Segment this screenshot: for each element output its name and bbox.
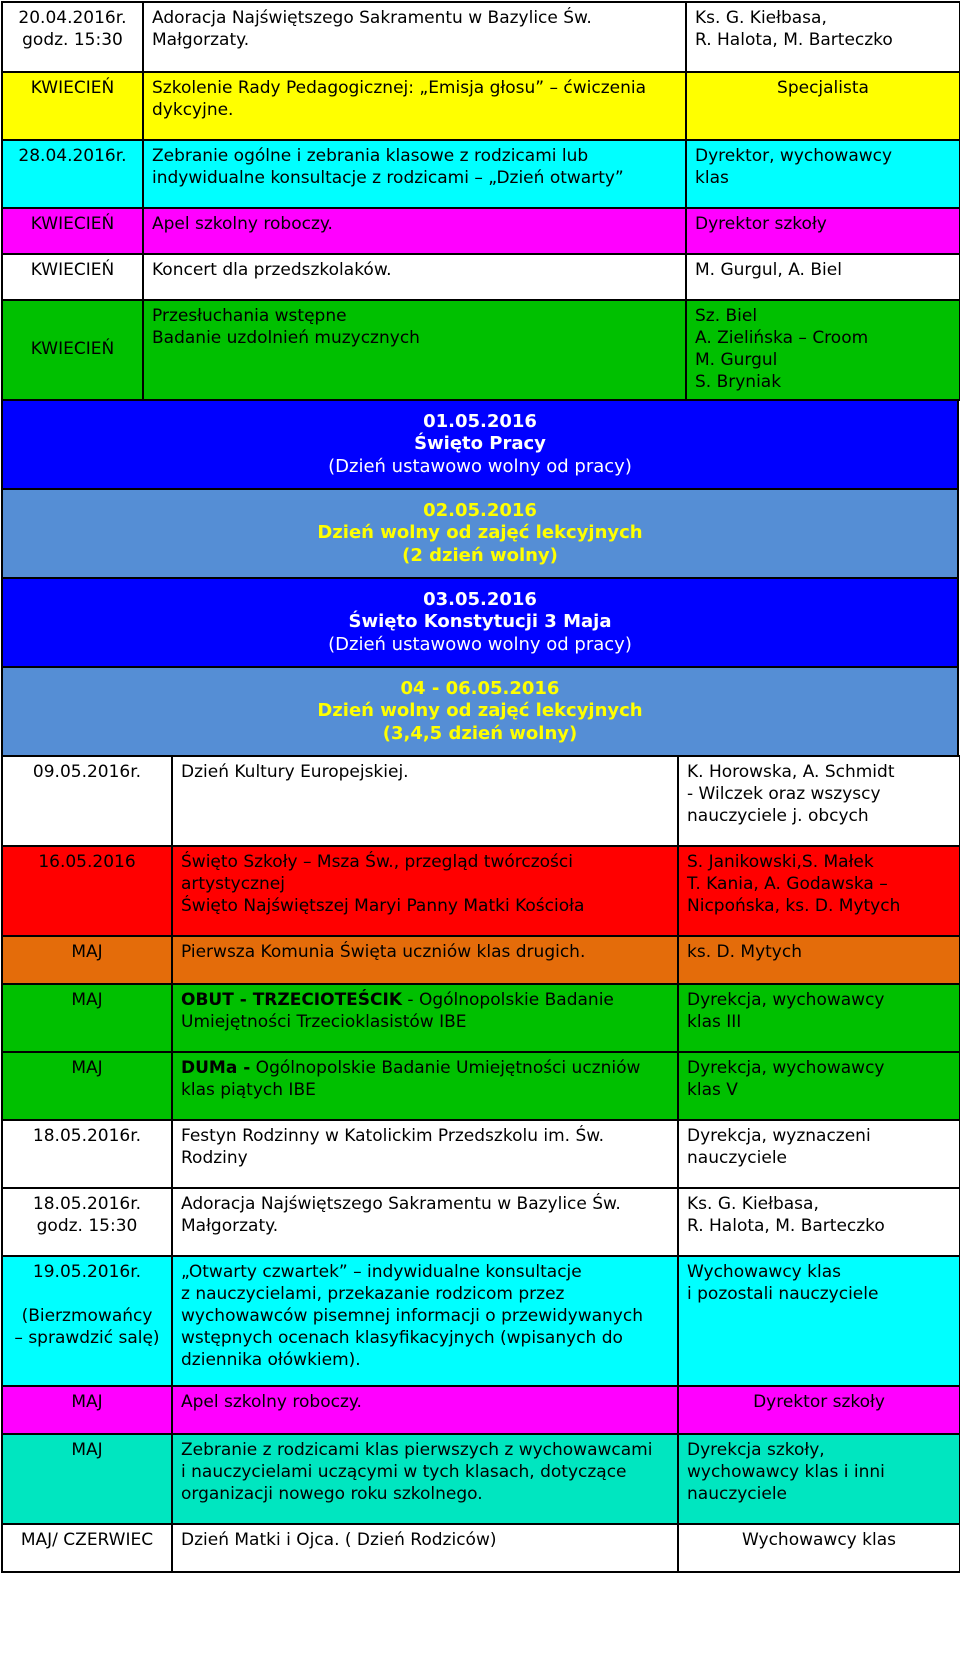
cell-line: godz. 15:30 xyxy=(36,1216,138,1236)
cell-line: Umiejętności Trzecioklasistów IBE xyxy=(181,1012,467,1032)
cell-line: Przesłuchania wstępne xyxy=(152,306,347,326)
cell-line: 18.05.2016r. xyxy=(32,1194,142,1214)
date-cell xyxy=(2,1524,172,1572)
cell-line: Dzień Matki i Ojca. ( Dzień Rodziców) xyxy=(181,1530,497,1550)
banner-note: (Dzień ustawowo wolny od pracy) xyxy=(328,633,632,655)
cell-line: 09.05.2016r. xyxy=(32,762,142,782)
cell-line: Adoracja Najświętszego Sakramentu w Bazylice Św. xyxy=(181,1194,621,1214)
event-bold-title: DUMa - xyxy=(181,1058,251,1078)
cell-line: organizacji nowego roku szkolnego. xyxy=(181,1484,483,1504)
banner-note: (3,4,5 dzień wolny) xyxy=(382,722,578,744)
cell-line: Koncert dla przedszkolaków. xyxy=(152,260,392,280)
cell-line: MAJ xyxy=(71,1440,103,1460)
responsible-cell xyxy=(678,1524,960,1572)
cell-line: Nicpońska, ks. D. Mytych xyxy=(687,896,901,916)
table-row xyxy=(2,72,960,140)
date-cell xyxy=(2,1386,172,1434)
responsible-cell xyxy=(686,2,960,72)
cell-line: ks. D. Mytych xyxy=(687,942,802,962)
cell-line: wychowawców pisemnej informacji o przewidywanych xyxy=(181,1306,643,1326)
cell-line: nauczyciele xyxy=(687,1148,788,1168)
date-cell xyxy=(2,1256,172,1386)
date-cell xyxy=(2,756,172,846)
cell-line xyxy=(11,1283,163,1305)
cell-line: Rodziny xyxy=(181,1148,248,1168)
cell-line: Zebranie ogólne i zebrania klasowe z rodzicami lub xyxy=(152,146,589,166)
date-cell xyxy=(2,254,143,300)
table-row xyxy=(2,1120,960,1188)
cell-line: indywidualne konsultacje z rodzicami – „Dzień otwarty” xyxy=(152,168,624,188)
cell-line: Szkolenie Rady Pedagogicznej: „Emisja głosu” – ćwiczenia xyxy=(152,78,647,98)
event-cell xyxy=(172,756,678,846)
cell-line: klas xyxy=(695,168,729,188)
cell-line: dykcyjne. xyxy=(152,100,234,120)
cell-line: (Bierzmowańcy xyxy=(21,1306,153,1326)
event-cell xyxy=(172,846,678,936)
event-cell xyxy=(143,140,686,208)
cell-line: klas III xyxy=(687,1012,742,1032)
event-cell xyxy=(143,254,686,300)
cell-line: Dyrektor szkoły xyxy=(695,214,827,234)
cell-line: T. Kania, A. Godawska – xyxy=(687,874,888,894)
cell-line: MAJ xyxy=(71,1392,103,1412)
responsible-cell xyxy=(678,1386,960,1434)
cell-line: M. Gurgul, A. Biel xyxy=(695,260,842,280)
cell-line: MAJ xyxy=(71,1058,103,1078)
cell-line: Specjalista xyxy=(777,78,869,98)
cell-line: i nauczycielami uczącymi w tych klasach, dotyczące xyxy=(181,1462,627,1482)
holiday-banner-row xyxy=(2,489,958,578)
cell-line: Adoracja Najświętszego Sakramentu w Bazylice Św. xyxy=(152,8,592,28)
banner-title: Święto Pracy xyxy=(414,433,546,455)
responsible-cell xyxy=(678,1434,960,1524)
holiday-banner-row xyxy=(2,400,958,489)
cell-line: KWIECIEŃ xyxy=(30,260,115,280)
event-cell xyxy=(143,72,686,140)
banner-date: 02.05.2016 xyxy=(423,499,537,521)
cell-line: klas V xyxy=(687,1080,738,1100)
cell-line: 28.04.2016r. xyxy=(18,146,127,166)
event-cell xyxy=(172,1188,678,1256)
date-cell xyxy=(2,2,143,72)
responsible-cell xyxy=(678,1120,960,1188)
responsible-cell xyxy=(686,140,960,208)
table-row xyxy=(2,1256,960,1386)
banner-title: Dzień wolny od zajęć lekcyjnych xyxy=(317,700,643,722)
table-row xyxy=(2,846,960,936)
event-cell xyxy=(172,1052,678,1120)
cell-line: Badanie uzdolnień muzycznych xyxy=(152,328,420,348)
cell-line: Ks. G. Kiełbasa, xyxy=(695,8,827,28)
responsible-cell xyxy=(686,72,960,140)
cell-line: MAJ xyxy=(71,990,103,1010)
table-row xyxy=(2,756,960,846)
holiday-banner xyxy=(2,667,958,756)
event-cell xyxy=(172,1256,678,1386)
cell-line: Małgorzaty. xyxy=(152,30,250,50)
cell-line: – sprawdzić salę) xyxy=(14,1328,160,1348)
cell-line: wstępnych ocenach klasyfikacyjnych (wpisanych do xyxy=(181,1328,623,1348)
event-cell xyxy=(172,1120,678,1188)
cell-line: 19.05.2016r. xyxy=(32,1262,142,1282)
cell-line: Małgorzaty. xyxy=(181,1216,279,1236)
cell-line: godz. 15:30 xyxy=(22,30,123,50)
banner-title: Dzień wolny od zajęć lekcyjnych xyxy=(317,522,643,544)
responsible-cell xyxy=(678,1256,960,1386)
date-cell xyxy=(2,1052,172,1120)
date-cell xyxy=(2,846,172,936)
table-row xyxy=(2,1524,960,1572)
event-cell xyxy=(172,1524,678,1572)
cell-line: K. Horowska, A. Schmidt xyxy=(687,762,895,782)
event-cell xyxy=(172,1386,678,1434)
table-row xyxy=(2,1386,960,1434)
cell-line: Dyrekcja, wyznaczeni xyxy=(687,1126,871,1146)
banner-note: (2 dzień wolny) xyxy=(402,544,558,566)
event-text: Ogólnopolskie Badanie Umiejętności uczniów xyxy=(250,1058,641,1078)
event-cell xyxy=(172,936,678,984)
responsible-cell xyxy=(686,208,960,254)
cell-line: KWIECIEŃ xyxy=(30,339,115,359)
table-row xyxy=(2,984,960,1052)
cell-line: Dyrekcja, wychowawcy xyxy=(687,990,885,1010)
date-cell xyxy=(2,984,172,1052)
cell-line: MAJ xyxy=(71,942,103,962)
table-row xyxy=(2,208,960,254)
cell-line: Święto Szkoły – Msza Św., przegląd twórczości xyxy=(181,852,573,872)
cell-line: Zebranie z rodzicami klas pierwszych z wychowawcami xyxy=(181,1440,653,1460)
responsible-cell xyxy=(678,984,960,1052)
responsible-cell xyxy=(686,254,960,300)
date-cell xyxy=(2,1188,172,1256)
cell-line: Dyrektor szkoły xyxy=(753,1392,885,1412)
cell-line: wychowawcy klas i inni xyxy=(687,1462,885,1482)
event-cell xyxy=(143,2,686,72)
cell-line: 18.05.2016r. xyxy=(32,1126,142,1146)
responsible-cell xyxy=(686,300,960,400)
date-cell xyxy=(2,936,172,984)
cell-line: z nauczycielami, przekazanie rodzicom przez xyxy=(181,1284,565,1304)
event-cell xyxy=(172,984,678,1052)
responsible-cell xyxy=(678,936,960,984)
cell-line: A. Zielińska – Croom xyxy=(695,328,869,348)
date-cell xyxy=(2,1120,172,1188)
cell-line: nauczyciele j. obcych xyxy=(687,806,869,826)
cell-line xyxy=(181,1057,669,1079)
table-row xyxy=(2,1434,960,1524)
event-cell xyxy=(143,300,686,400)
table-row xyxy=(2,936,960,984)
cell-line: Sz. Biel xyxy=(695,306,758,326)
banner-date: 04 - 06.05.2016 xyxy=(400,677,560,699)
cell-line: Ks. G. Kiełbasa, xyxy=(687,1194,819,1214)
banner-date: 03.05.2016 xyxy=(423,588,537,610)
cell-line: Święto Najświętszej Maryi Panny Matki Kościoła xyxy=(181,896,585,916)
holiday-banner-row xyxy=(2,667,958,756)
cell-line: R. Halota, M. Barteczko xyxy=(687,1216,885,1236)
event-cell xyxy=(172,1434,678,1524)
cell-line: R. Halota, M. Barteczko xyxy=(695,30,893,50)
schedule-document xyxy=(1,1,959,1651)
responsible-cell xyxy=(678,1052,960,1120)
cell-line: Festyn Rodzinny w Katolickim Przedszkolu im. Św. xyxy=(181,1126,604,1146)
banner-date: 01.05.2016 xyxy=(423,410,537,432)
date-cell xyxy=(2,300,143,400)
cell-line: „Otwarty czwartek” – indywidualne konsultacje xyxy=(181,1262,582,1282)
responsible-cell xyxy=(678,1188,960,1256)
holiday-banner xyxy=(2,489,958,578)
date-cell xyxy=(2,1434,172,1524)
holiday-banner xyxy=(2,400,958,489)
date-cell xyxy=(2,72,143,140)
table-row xyxy=(2,140,960,208)
cell-line: Dzień Kultury Europejskiej. xyxy=(181,762,409,782)
cell-line: - Wilczek oraz wszyscy xyxy=(687,784,881,804)
cell-line: klas piątych IBE xyxy=(181,1080,316,1100)
cell-line: Dyrekcja szkoły, xyxy=(687,1440,825,1460)
cell-line: dziennika ołówkiem). xyxy=(181,1350,361,1370)
banner-title: Święto Konstytucji 3 Maja xyxy=(348,611,612,633)
cell-line: MAJ/ CZERWIEC xyxy=(20,1530,154,1550)
date-cell xyxy=(2,140,143,208)
cell-line: i pozostali nauczyciele xyxy=(687,1284,879,1304)
responsible-cell xyxy=(678,756,960,846)
april-schedule-table xyxy=(1,1,960,401)
table-row xyxy=(2,2,960,72)
table-row xyxy=(2,1052,960,1120)
event-bold-title: OBUT - TRZECIOTEŚCIK xyxy=(181,990,403,1010)
cell-line: Wychowawcy klas xyxy=(742,1530,896,1550)
event-cell xyxy=(143,208,686,254)
cell-line: S. Bryniak xyxy=(695,372,782,392)
holiday-banner xyxy=(2,578,958,667)
cell-line: S. Janikowski,S. Małek xyxy=(687,852,874,872)
cell-line: Dyrekcja, wychowawcy xyxy=(687,1058,885,1078)
table-row xyxy=(2,254,960,300)
date-cell xyxy=(2,208,143,254)
table-row xyxy=(2,300,960,400)
cell-line: KWIECIEŃ xyxy=(30,78,115,98)
table-row xyxy=(2,1188,960,1256)
holiday-banner-row xyxy=(2,578,958,667)
cell-line xyxy=(181,989,669,1011)
holiday-banners-table xyxy=(1,399,959,757)
cell-line: KWIECIEŃ xyxy=(30,214,115,234)
cell-line: Dyrektor, wychowawcy xyxy=(695,146,893,166)
may-schedule-table xyxy=(1,755,960,1573)
cell-line: Apel szkolny roboczy. xyxy=(152,214,333,234)
banner-note: (Dzień ustawowo wolny od pracy) xyxy=(328,455,632,477)
cell-line: Wychowawcy klas xyxy=(687,1262,841,1282)
cell-line: Pierwsza Komunia Święta uczniów klas drugich. xyxy=(181,942,586,962)
cell-line: 16.05.2016 xyxy=(38,852,136,872)
cell-line: nauczyciele xyxy=(687,1484,788,1504)
cell-line: M. Gurgul xyxy=(695,350,778,370)
cell-line: Apel szkolny roboczy. xyxy=(181,1392,362,1412)
responsible-cell xyxy=(678,846,960,936)
event-text: - Ogólnopolskie Badanie xyxy=(402,990,614,1010)
cell-line: artystycznej xyxy=(181,874,285,894)
cell-line: 20.04.2016r. xyxy=(18,8,127,28)
